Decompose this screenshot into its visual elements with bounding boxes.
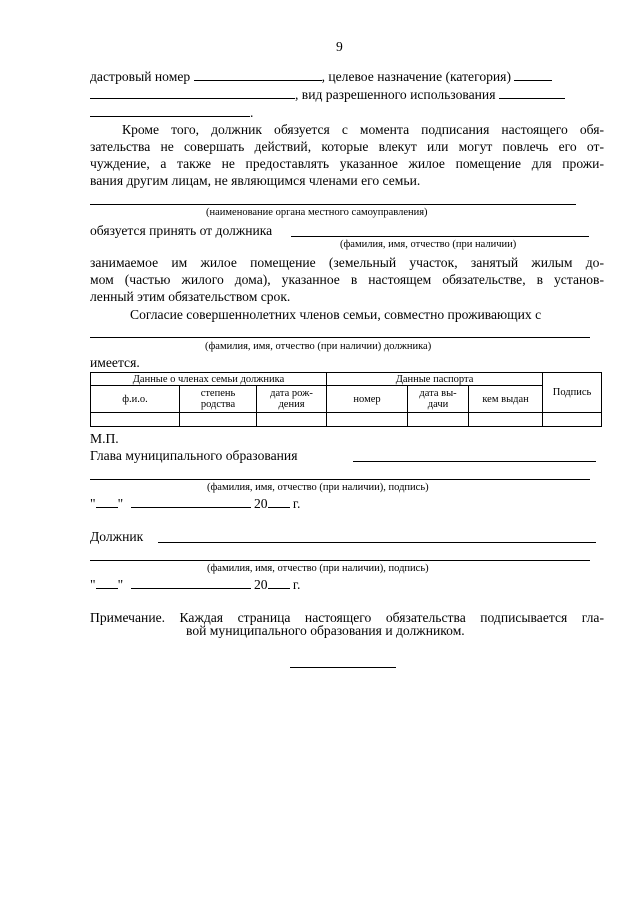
col-relation-line2: родства <box>200 399 236 410</box>
table-column-header-row <box>91 386 602 413</box>
usage-blank[interactable] <box>499 86 565 99</box>
col-birth-date <box>257 386 327 413</box>
usage-line-end <box>90 104 253 121</box>
date2-quote-close: " <box>117 577 124 592</box>
premises-line-2: мом (частью жилого дома), указанное в настоящем обязательстве, в установ- <box>90 272 604 287</box>
cell-birth-date[interactable] <box>257 413 327 427</box>
cell-issued-by[interactable] <box>469 413 543 427</box>
date-1 <box>90 495 300 512</box>
head-label: Глава муниципального образования <box>90 448 298 463</box>
cadastral-number-blank[interactable] <box>194 68 322 81</box>
date1-year-prefix: 20 <box>253 496 268 511</box>
group-family-header: Данные о членах семьи должника <box>91 373 327 386</box>
purpose-blank-continued[interactable] <box>90 86 295 99</box>
date2-day-blank[interactable] <box>96 576 118 589</box>
col-issue-line1: дата вы- <box>419 388 457 399</box>
accept-prefix: обязуется принять от должника <box>90 223 273 238</box>
cell-relation[interactable] <box>180 413 257 427</box>
col-issue-date <box>408 386 469 413</box>
usage-line <box>90 86 565 103</box>
purpose-label: , целевое назначение (категория) <box>321 69 511 84</box>
table-row <box>91 413 602 427</box>
col-relation-line1: степень <box>200 388 236 399</box>
col-fio: ф.и.о. <box>91 386 180 413</box>
usage-blank-continued[interactable] <box>90 104 250 117</box>
cell-signature[interactable] <box>543 413 602 427</box>
date2-year-prefix: 20 <box>253 577 268 592</box>
date1-year-blank[interactable] <box>268 495 290 508</box>
col-birth-line2: дения <box>278 399 305 410</box>
cell-fio[interactable] <box>91 413 180 427</box>
family-members-table <box>90 372 602 427</box>
obligation-line-4: вания другим лицам, не являющимся членами его семьи. <box>90 173 421 188</box>
obligation-line-1: Кроме того, должник обязуется с момента подписания настоящего обя- <box>122 122 604 137</box>
organ-blank[interactable] <box>90 204 576 205</box>
date-2 <box>90 576 300 593</box>
date1-quote-close: " <box>117 496 124 511</box>
head-fio-blank[interactable] <box>90 479 590 480</box>
debtor-name-blank[interactable] <box>90 337 590 338</box>
page-number: 9 <box>336 39 343 54</box>
debtor-fio-sign-blank[interactable] <box>90 560 590 561</box>
date2-year-blank[interactable] <box>268 576 290 589</box>
group-passport-header: Данные паспорта <box>327 373 543 386</box>
col-issue-line2: дачи <box>427 399 449 410</box>
cell-issue-date[interactable] <box>408 413 469 427</box>
date1-day-blank[interactable] <box>96 495 118 508</box>
col-birth-line1: дата рож- <box>270 388 313 399</box>
obligation-line-2: зательства не совершать действий, которые влекут или могут повлечь его от- <box>90 139 604 154</box>
premises-line-1: занимаемое им жилое помещение (земельный участок, занятый жилым до- <box>90 255 604 270</box>
col-number: номер <box>327 386 408 413</box>
exists-text: имеется. <box>90 355 140 370</box>
sign-caption-2: (фамилия, имя, отчество (при наличии), подпись) <box>207 563 429 574</box>
table-group-header-row <box>91 373 602 386</box>
date1-year-suffix: г. <box>289 496 301 511</box>
date2-quote-open: " <box>90 577 96 592</box>
line-period: . <box>250 105 254 120</box>
organ-caption: (наименование органа местного самоуправления) <box>206 207 428 218</box>
consent-line: Согласие совершеннолетних членов семьи, совместно проживающих с <box>130 307 542 322</box>
sign-caption-1: (фамилия, имя, отчество (при наличии), подпись) <box>207 482 429 493</box>
premises-line-3: ленный этим обязательством срок. <box>90 289 291 304</box>
col-signature: Подпись <box>543 373 602 413</box>
date2-month-blank[interactable] <box>131 576 251 589</box>
debtor-fio-blank[interactable] <box>291 236 589 237</box>
cell-number[interactable] <box>327 413 408 427</box>
fio-caption-1: (фамилия, имя, отчество (при наличии) <box>340 239 517 250</box>
cadastral-label: дастровый номер <box>90 69 191 84</box>
stamp-place: М.П. <box>90 431 119 446</box>
debtor-signature-blank[interactable] <box>158 542 596 543</box>
closing-divider <box>290 667 396 668</box>
note-line-1: Примечание. Каждая страница настоящего обязательства подписывается гла- <box>90 610 604 625</box>
date1-month-blank[interactable] <box>131 495 251 508</box>
date2-year-suffix: г. <box>289 577 301 592</box>
purpose-blank[interactable] <box>514 68 552 81</box>
col-relation <box>180 386 257 413</box>
obligation-line-3: чуждение, а также не предоставлять указанное жилое помещение для прожи- <box>90 156 604 171</box>
cadastral-line <box>90 68 552 85</box>
usage-label: , вид разрешенного использования <box>295 87 496 102</box>
head-signature-blank[interactable] <box>353 461 596 462</box>
fio-debtor-caption: (фамилия, имя, отчество (при наличии) должника) <box>205 341 432 352</box>
col-issued-by: кем выдан <box>469 386 543 413</box>
debtor-label: Должник <box>90 529 144 544</box>
date1-quote-open: " <box>90 496 96 511</box>
note-line-2: вой муниципального образования и должником. <box>186 623 465 638</box>
